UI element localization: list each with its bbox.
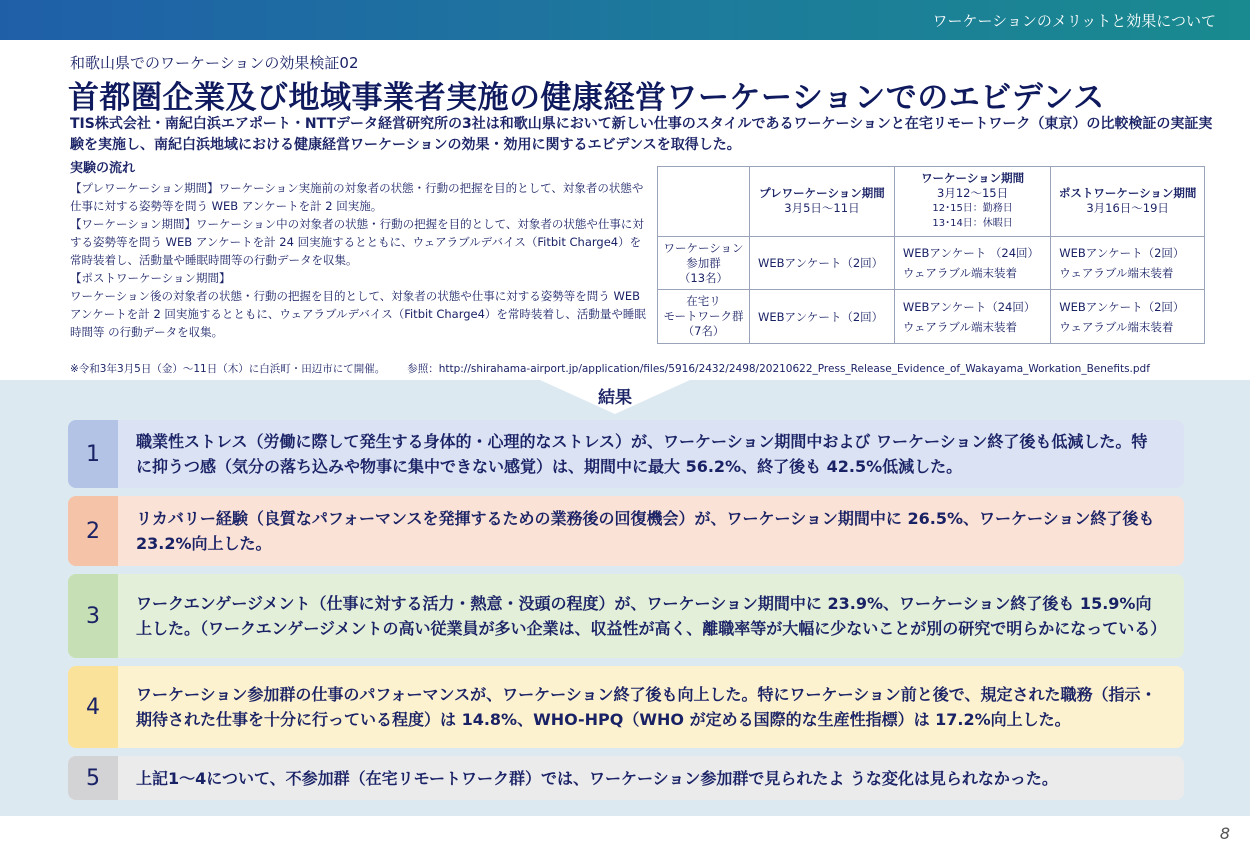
cell-line: WEBアンケート（24回） bbox=[902, 299, 1036, 314]
phase-desc: ワーケーション後の対象者の状態・行動の把握を目的として、対象者の状態や仕事に対する姿勢等を問う WEB アンケートを計 2 回実施するとともに、ウェアラブルデバイス（Fitbit Charge4）を常時装着し、活動量や睡眠時間等 の行動データを収集。 bbox=[70, 289, 646, 339]
result-text: 上記1〜4について、不参加群（在宅リモートワーク群）では、ワーケーション参加群で見られたよ うな変化は見られなかった。 bbox=[136, 768, 1058, 788]
cell-line: ウェアラブル端末装着 bbox=[902, 319, 1017, 334]
phase-desc: ワーケーション実施前の対象者の状態・行動の把握を目的として、対象者の状態や仕事に対する姿勢等を問う WEB アンケートを計 2 回実施。 bbox=[70, 181, 644, 213]
group-line: （7名） bbox=[682, 324, 725, 339]
phase-label: 【プレワーケーション期間】 bbox=[70, 181, 219, 195]
flow-phase-workation bbox=[70, 215, 650, 269]
cell-line: WEBアンケート（2回） bbox=[1059, 299, 1185, 314]
table-cell bbox=[750, 236, 895, 290]
footnote bbox=[70, 361, 1150, 376]
result-item-2 bbox=[68, 496, 1184, 566]
result-item-3 bbox=[68, 574, 1184, 658]
phase-name: ポストワーケーション期間 bbox=[1058, 186, 1197, 201]
group-line: （13名） bbox=[678, 270, 729, 285]
phase-label: 【ポストワーケーション期間】 bbox=[70, 271, 231, 285]
table-corner bbox=[658, 167, 750, 237]
table-cell bbox=[894, 290, 1050, 344]
table-cell bbox=[1051, 290, 1205, 344]
result-text: ワークエンゲージメント（仕事に対する活力・熱意・没頭の程度）が、ワーケーション期間中に 23.9%、ワーケーション終了後も 15.9%向上した。（ワークエンゲージメントの高い従業員が多い企業は、収益性が高く、離職率等が大幅に少ないことが別の研究で明らかになっている） bbox=[136, 594, 1167, 638]
cell-line: WEBアンケート （24回） bbox=[902, 246, 1040, 261]
result-number: 4 bbox=[68, 666, 118, 748]
phase-name: プレワーケーション期間 bbox=[759, 186, 885, 201]
table-row bbox=[658, 290, 1205, 344]
flow-phase-post bbox=[70, 269, 650, 341]
table-row bbox=[658, 236, 1205, 290]
intro-text: TIS株式会社・南紀白浜エアポート・NTTデータ経営研究所の3社は和歌山県において新しい仕事のスタイルであるワーケーションと在宅リモートワーク（東京）の比較検証の実証実験を実施し、南紀白浜地域における健康経営ワーケーションの効果・効用に関するエビデンスを取得した。 bbox=[70, 116, 1213, 153]
table-header-row bbox=[658, 167, 1205, 237]
row-group-label bbox=[658, 236, 750, 290]
cell-line: ウェアラブル端末装着 bbox=[1059, 266, 1174, 281]
phase-label: 【ワーケーション期間】 bbox=[70, 217, 197, 231]
schedule-table bbox=[657, 166, 1205, 344]
cell-line: WEBアンケート（2回） bbox=[758, 309, 884, 324]
page-number: 8 bbox=[1219, 824, 1230, 843]
table-cell bbox=[1051, 236, 1205, 290]
result-text: 職業性ストレス（労働に際して発生する身体的・心理的なストレス）が、ワーケーション期間中および ワーケーション終了後も低減した。特に抑うつ感（気分の落ち込みや物事に集中できない感覚）は、期間中に最大 56.2%、終了後も 42.5%低減した。 bbox=[136, 432, 1148, 476]
reference-link[interactable]: 参照：http://shirahama-airport.jp/application/files/5916/2432/2498/20210622_Press_Release_Evidence_of_Wakayama_Workation_Benefits.pdf bbox=[407, 363, 1150, 375]
phase-note: 13･14日：休暇日 bbox=[932, 218, 1013, 230]
footnote-note: ※令和3年3月5日（金）〜11日（木）に白浜町・田辺市にて開催。 bbox=[70, 363, 386, 375]
cell-line: ウェアラブル端末装着 bbox=[902, 266, 1017, 281]
cell-line: ウェアラブル端末装着 bbox=[1059, 319, 1174, 334]
group-line: 在宅リ bbox=[686, 294, 721, 309]
page-title: 首都圏企業及び地域事業者実施の健康経営ワーケーションでのエビデンス bbox=[68, 80, 1105, 116]
result-text: ワーケーション参加群の仕事のパフォーマンスが、ワーケーション終了後も向上した。特にワーケーション前と後で、規定された職務（指示・期待された仕事を十分に行っている程度）は 14.8%、WHO-HPQ（WHO が定める国際的な生産性指標）は 17.2%向上した。 bbox=[136, 685, 1157, 729]
phase-date: 3月5日〜11日 bbox=[784, 201, 860, 216]
flow-phase-pre bbox=[70, 179, 650, 215]
phase-date: 3月16日〜19日 bbox=[1086, 201, 1169, 216]
section-label: ワーケーションのメリットと効果について bbox=[932, 12, 1216, 30]
result-number: 5 bbox=[68, 756, 118, 800]
result-item-4 bbox=[68, 666, 1184, 748]
phase-desc: ワーケーション中の対象者の状態・行動の把握を目的として、対象者の状態や仕事に対する姿勢等を問う WEB アンケートを計 24 回実施するとともに、ウェアラブルデバイス（Fitbit Charge4）を常時装着し、活動量や睡眠時間等の行動データを収集。 bbox=[70, 217, 644, 267]
result-item-5 bbox=[68, 756, 1184, 800]
table-cell bbox=[750, 290, 895, 344]
page-subtitle: 和歌山県でのワーケーションの効果検証02 bbox=[70, 54, 359, 72]
flow-heading: 実験の流れ bbox=[70, 161, 136, 176]
group-line: モートワーク群 bbox=[663, 309, 744, 324]
column-header bbox=[750, 167, 895, 237]
result-text: リカバリー経験（良質なパフォーマンスを発揮するための業務後の回復機会）が、ワーケーション期間中に 26.5%、ワーケーション終了後も 23.2%向上した。 bbox=[136, 509, 1155, 553]
cell-line: WEBアンケート（2回） bbox=[1059, 246, 1185, 261]
group-line: 参加群 bbox=[686, 255, 721, 270]
result-number: 3 bbox=[68, 574, 118, 658]
experiment-flow bbox=[70, 160, 650, 341]
header-bar bbox=[0, 0, 1250, 40]
phase-name: ワーケーション期間 bbox=[921, 171, 1025, 186]
table-cell bbox=[894, 236, 1050, 290]
result-item-1 bbox=[68, 420, 1184, 488]
result-number: 2 bbox=[68, 496, 118, 566]
phase-note: 12･15日：勤務日 bbox=[932, 203, 1013, 215]
phase-date: 3月12〜15日 bbox=[937, 186, 1009, 201]
result-number: 1 bbox=[68, 420, 118, 488]
column-header bbox=[1051, 167, 1205, 237]
row-group-label bbox=[658, 290, 750, 344]
results-label: 結果 bbox=[598, 388, 632, 408]
group-line: ワーケーション bbox=[663, 240, 744, 255]
column-header bbox=[894, 167, 1050, 237]
cell-line: WEBアンケート（2回） bbox=[758, 256, 884, 271]
